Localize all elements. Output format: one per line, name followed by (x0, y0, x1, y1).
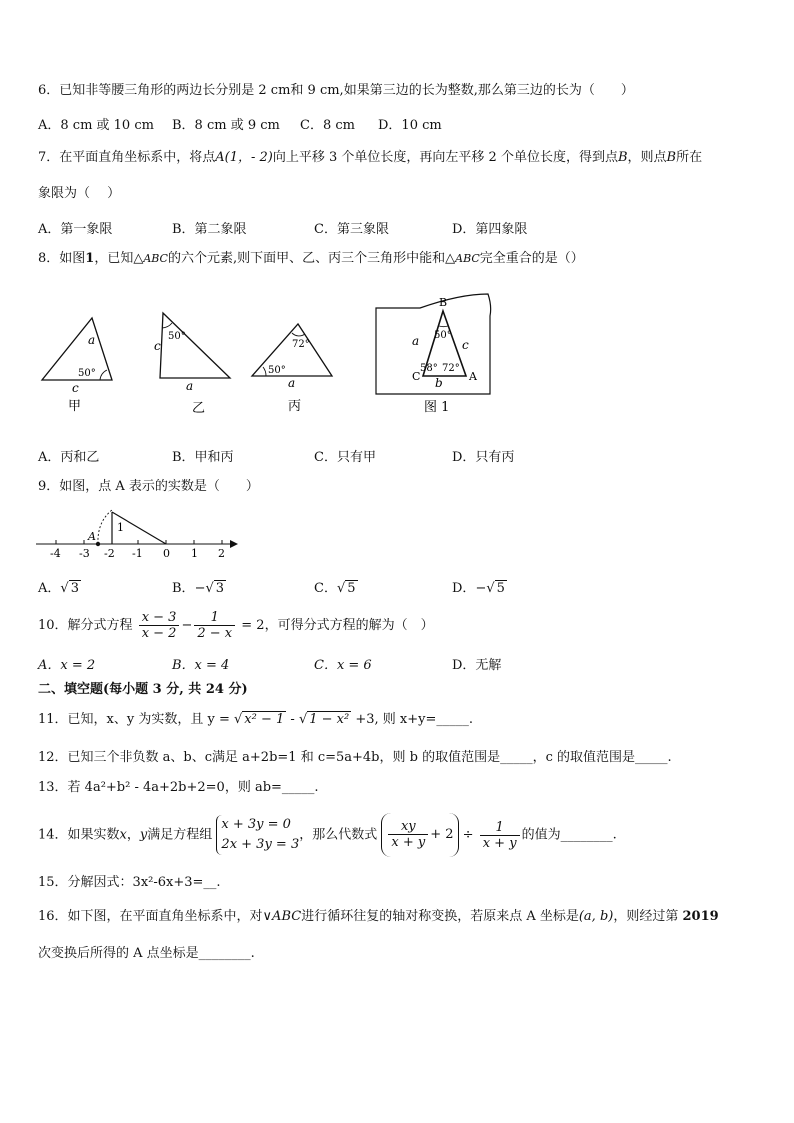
axis-label-m2: -2 (104, 547, 115, 560)
figure-1 (376, 294, 491, 415)
q9-options (38, 577, 758, 595)
q6-stem: 6．已知非等腰三角形的两边长分别是 2 cm和 9 cm,如果第三边的长为整数,那么第三边的长为（ ） (38, 83, 634, 98)
fig1-vertex-a: A (469, 370, 477, 383)
axis-label-1: 1 (191, 547, 198, 560)
q8-stem-part4: 完全重合的是（） (479, 251, 584, 266)
bing-angle-50: 50° (268, 365, 286, 376)
jia-side-c: c (72, 381, 79, 395)
q16-coord: (a, b) (578, 909, 614, 924)
fig1-label: 图 1 (424, 400, 450, 415)
jia-angle: 50° (78, 368, 96, 379)
q11-post: +3, 则 x+y=_____. (351, 712, 474, 727)
axis-label-m3: -3 (79, 547, 90, 560)
fig1-vertex-b: B (439, 296, 448, 309)
q10-stem-part1: 10．解分式方程 (38, 618, 133, 633)
q10-fraction-2: $\frac{1}{2 - x}$ (194, 610, 235, 641)
yi-side-a: a (186, 379, 194, 393)
q8-option-d[interactable]: D．只有丙 (452, 450, 515, 465)
q7-point-b: B (617, 150, 628, 165)
q16-stem-line2: 次变换后所得的 A 点坐标是________. (38, 946, 255, 961)
q9-stem: 9．如图，点 A 表示的实数是（ ） (38, 479, 259, 494)
triangle-bing (252, 324, 332, 414)
q6-option-a[interactable]: A．8 cm 或 10 cm (38, 118, 154, 133)
q12-stem: 12．已知三个非负数 a、b、c满足 a+2b=1 和 c=5a+4b，则 b 的取值范围是_____，c 的取值范围是_____. (38, 750, 672, 765)
yi-label: 乙 (192, 401, 206, 416)
q8-stem-part3: 的六个元素,则下面甲、乙、丙三个三角形中能和△ (167, 251, 456, 266)
q9-option-c[interactable]: C．√ 5 (314, 581, 356, 596)
q6-option-d[interactable]: D．10 cm (378, 118, 442, 133)
q10-fraction-1: $\frac{x - 3}{x - 2}$ (139, 610, 180, 641)
q16-stem-line1: 16．如下图，在平面直角坐标系中，对∨ABC进行循环往复的轴对称变换，若原来点 A 坐标是(a, b)，则经过第 2019 (38, 909, 719, 924)
q8-fig-ref: 1 (85, 251, 95, 266)
q10-option-a[interactable]: A．x = 2 (38, 658, 96, 673)
fig1-vertex-c: C (412, 370, 421, 383)
q9-point-a: A (88, 530, 96, 543)
fig1-angle-b: 50° (434, 330, 452, 341)
q6-option-b[interactable]: B．8 cm 或 9 cm (172, 118, 280, 133)
q8-stem-part1: 8．如图 (38, 251, 86, 266)
q7-option-d[interactable]: D．第四象限 (452, 222, 528, 237)
q10-stem: 10．解分式方程 $\frac{x - 3}{x - 2}$ − $\frac{1}{2 - x}$ = 2，可得分式方程的解为（ ） (38, 610, 434, 641)
q7-point-a: A(1，- 2) (215, 150, 273, 165)
q10-option-d[interactable]: D．无解 (452, 658, 502, 673)
q15-stem: 15．分解因式：3x²-6x+3=__. (38, 875, 221, 890)
q9-number-line (34, 500, 244, 562)
q11-stem: 11．已知，x、y 为实数，且 y = √ x² − 1 - √ 1 − x² +3, 则 x+y=_____. (38, 712, 474, 727)
q10-option-b[interactable]: B．x = 4 (172, 658, 230, 673)
jia-side-a: a (88, 333, 96, 347)
q16-number: 2019 (682, 909, 719, 924)
q8-stem-part2: ，已知△ (94, 251, 144, 266)
q10-equals: = 2 (241, 618, 265, 633)
axis-label-0: 0 (163, 547, 170, 560)
q7-stem-line2: 象限为（ ） (38, 186, 121, 201)
q7-option-a[interactable]: A．第一象限 (38, 222, 113, 237)
axis-label-m1: -1 (132, 547, 143, 560)
fig1-side-a: a (412, 334, 420, 348)
fig1-angle-a: 72° (442, 363, 460, 374)
q6-option-c[interactable]: C．8 cm (300, 118, 355, 133)
q9-option-b[interactable]: B．−√ 3 (172, 581, 225, 596)
q8-option-c[interactable]: C．只有甲 (314, 450, 376, 465)
jia-label: 甲 (68, 399, 82, 414)
q7-stem-part3: ，则点 (627, 150, 667, 165)
q9-option-d[interactable]: D．−√ 5 (452, 581, 505, 596)
q8-figures (30, 286, 500, 416)
q7-stem-part1: 7．在平面直角坐标系中，将点 (38, 150, 216, 165)
section-2-heading: 二、填空题(每小题 3 分, 共 24 分) (38, 682, 248, 697)
q8-option-a[interactable]: A．丙和乙 (38, 450, 100, 465)
q7-stem-part2: 向上平移 3 个单位长度，再向左平移 2 个单位长度，得到点 (272, 150, 618, 165)
fig1-side-b: b (435, 376, 443, 390)
axis-label-m4: -4 (50, 547, 61, 560)
fig1-side-c: c (462, 338, 469, 352)
q7-stem-line1 (38, 149, 702, 167)
triangle-yi (154, 313, 230, 416)
q7-options (38, 218, 758, 236)
bing-label: 丙 (288, 399, 302, 414)
q7-point-b2: B (666, 150, 677, 165)
triangle-jia (42, 318, 112, 414)
q11-pre: 11．已知，x、y 为实数，且 y = (38, 712, 234, 727)
axis-label-2: 2 (218, 547, 225, 560)
q11-radicand-1: x² − 1 (244, 712, 285, 727)
q11-radicand-2: 1 − x² (309, 712, 350, 727)
bing-angle-72: 72° (292, 339, 310, 350)
bing-side-a: a (288, 376, 296, 390)
q16-triangle: ∨ABC (262, 909, 302, 924)
yi-side-c: c (154, 339, 161, 353)
fig1-angle-c: 58° (420, 363, 438, 374)
q8-abc: ABC (143, 252, 168, 265)
q10-options (38, 654, 758, 672)
q13-stem: 13．若 4a²+b² - 4a+2b+2=0，则 ab=_____. (38, 780, 319, 795)
q14-parenthesized-expr: $\frac{xy}{x + y}$ + 2 (381, 813, 458, 857)
q8-abc2: ABC (455, 252, 480, 265)
q8-option-b[interactable]: B．甲和丙 (172, 450, 234, 465)
q8-options (38, 446, 758, 464)
q9-option-a[interactable]: A．√ 3 (38, 581, 79, 596)
q10-stem-part2: ，可得分式方程的解为（ ） (264, 618, 434, 633)
q14-equation-system: x + 3y = 0 2x + 3y = 3 (216, 815, 299, 855)
q7-stem-part4: 所在 (676, 150, 703, 165)
q10-option-c[interactable]: C．x = 6 (314, 658, 372, 673)
q7-option-c[interactable]: C．第三象限 (314, 222, 389, 237)
q14-fraction-2: $\frac{1}{x + y}$ (480, 820, 520, 851)
q14-stem: 14．如果实数x，y满足方程组 x + 3y = 0 2x + 3y = 3 ，那么代数式 $\frac{xy}{x + y}$ + 2 ÷ $\frac{1}{x + y}$ 的值为________. (38, 813, 617, 858)
q8-stem (38, 250, 584, 268)
q6-options (38, 114, 758, 132)
yi-angle: 50° (168, 331, 186, 342)
q7-option-b[interactable]: B．第二象限 (172, 222, 247, 237)
q9-height-label: 1 (117, 521, 124, 534)
